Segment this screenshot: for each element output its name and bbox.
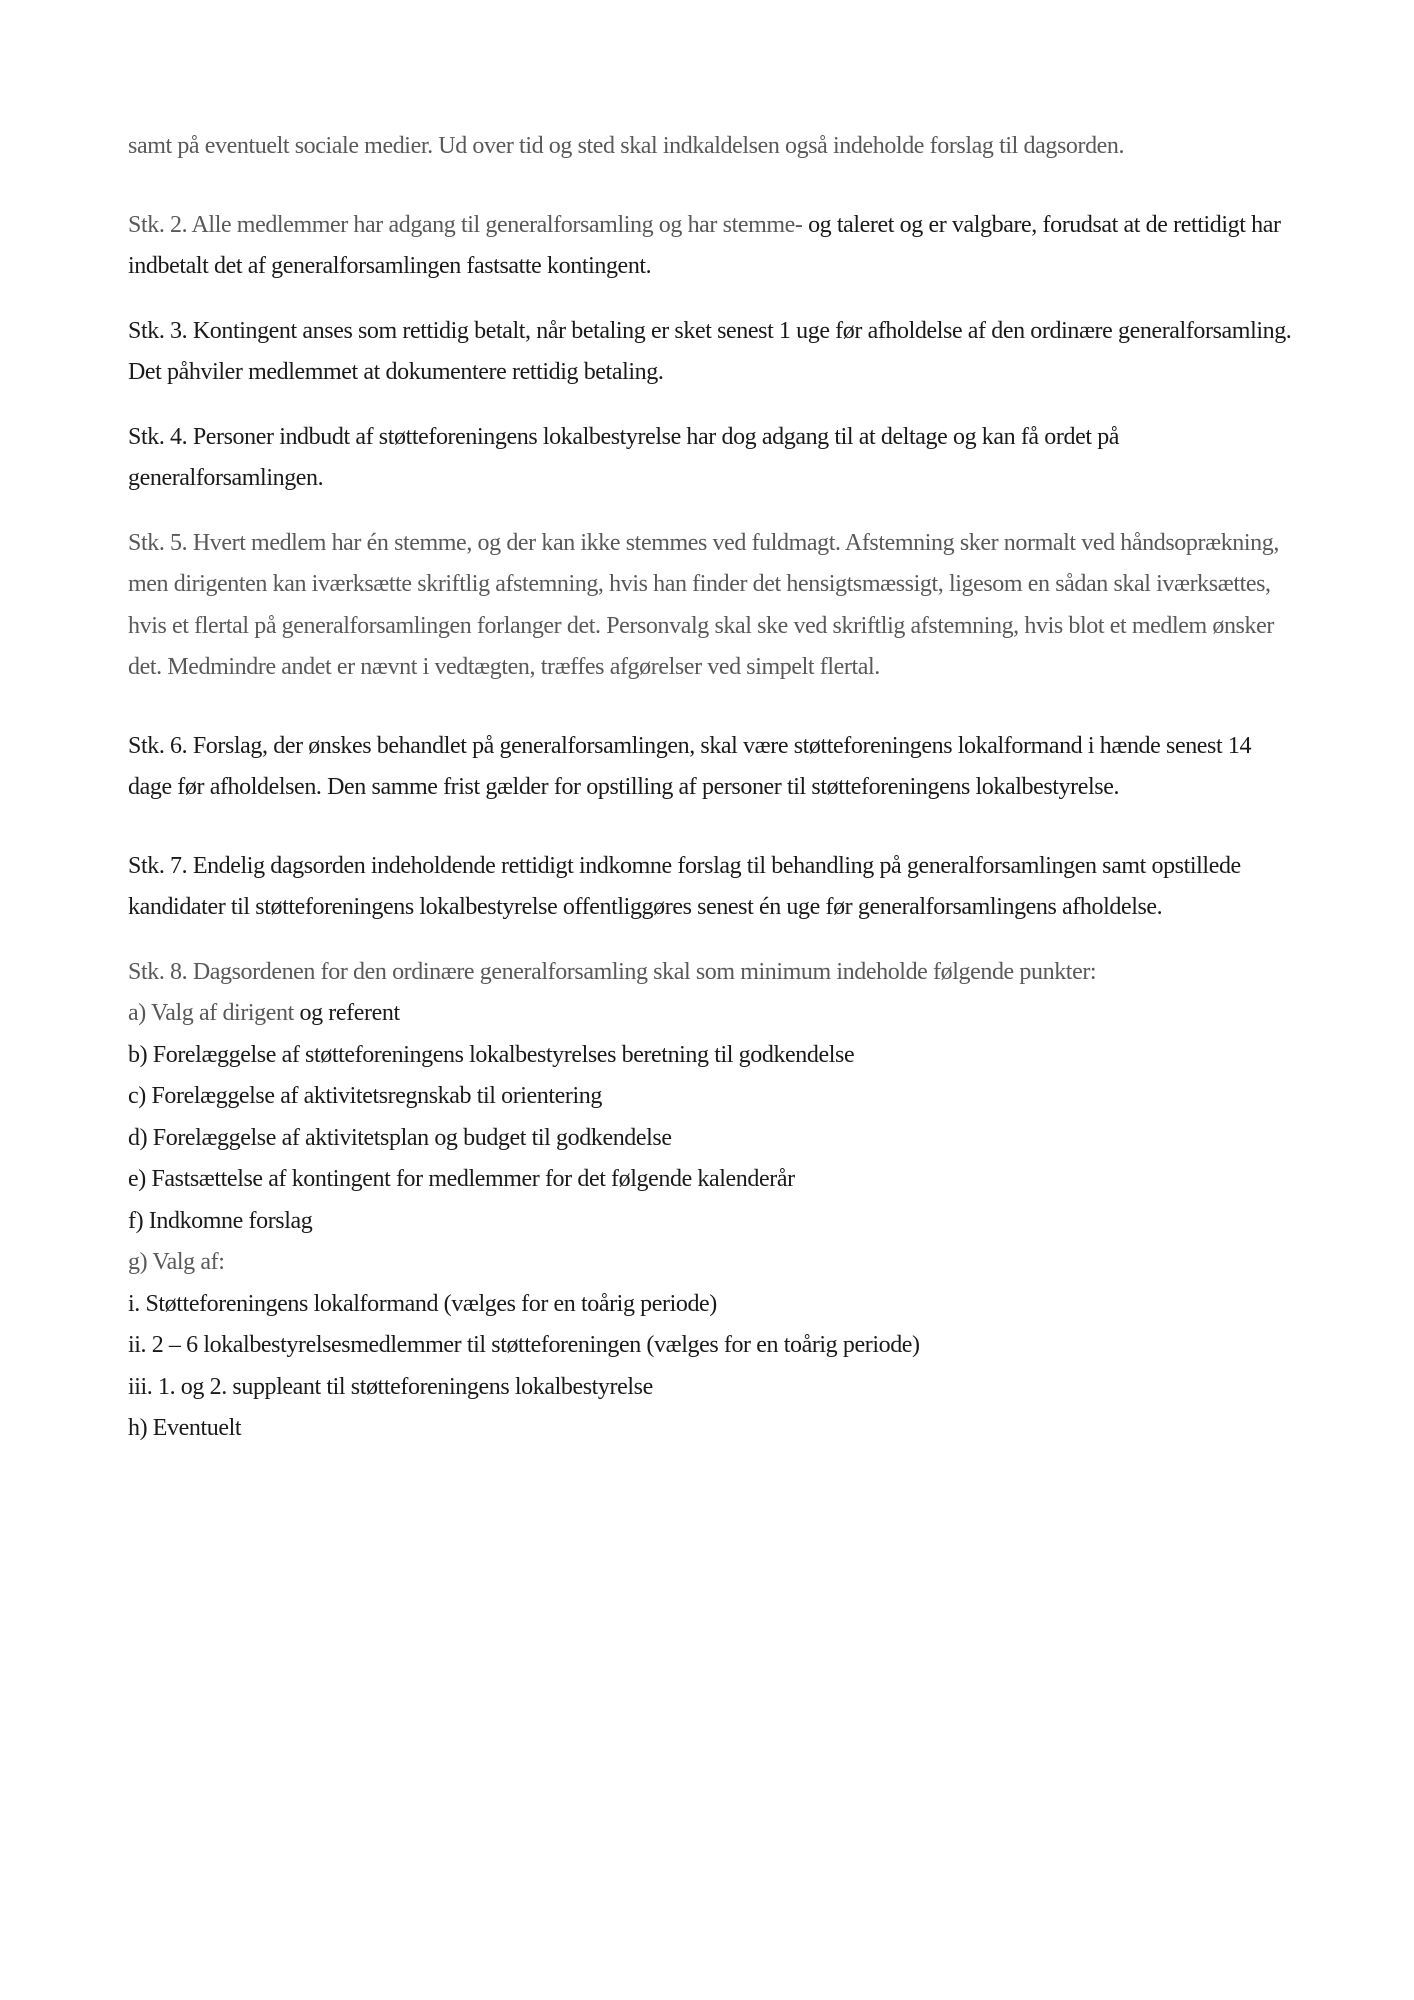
agenda-sub-item-iii	[128, 1367, 1293, 1409]
stk-4-paragraph	[128, 417, 1293, 500]
stk-6-paragraph	[128, 726, 1293, 809]
text-span: c) Forelæggelse af aktivitetsregnskab til orientering	[128, 1083, 602, 1109]
text-span: d) Forelæggelse af aktivitetsplan og budget til godkendelse	[128, 1124, 672, 1151]
agenda-item-b	[128, 1035, 1293, 1077]
agenda-item-e	[128, 1159, 1293, 1201]
stk-2-paragraph	[128, 205, 1293, 288]
agenda-item-g	[128, 1242, 1293, 1284]
text-span: og taleret og er valgbare, forudsat at de rettidigt har indbetalt det af generalforsamlingen fastsatte kontingent.	[128, 211, 1281, 279]
text-span: a) Valg af dirigent	[128, 1000, 294, 1026]
agenda-sub-item-i	[128, 1284, 1293, 1326]
text-span: Stk. 3. Kontingent anses som rettidig betalt, når betaling er sket senest 1 uge før afholdelse af den ordinære generalforsamling. Det påhviler medlemmet at dokumentere rettidig betaling.	[128, 317, 1292, 385]
text-span: samt på eventuelt sociale medier. Ud over tid og sted skal indkaldelsen også indeholde forslag til dagsorden.	[128, 133, 1125, 159]
text-span: i. Støtteforeningens lokalformand (vælges for en toårig periode)	[128, 1290, 717, 1317]
stk-8-heading-paragraph	[128, 952, 1293, 994]
agenda-item-a	[128, 993, 1293, 1035]
text-span: b) Forelæggelse af støtteforeningens lokalbestyrelses beretning til godkendelse	[128, 1041, 855, 1068]
agenda-item-h	[128, 1408, 1293, 1450]
agenda-sub-item-ii	[128, 1325, 1293, 1367]
text-span: Stk. 6. Forslag, der ønskes behandlet på generalforsamlingen, skal være støtteforeningens lokalformand i hænde senest 14 dage før afholdelsen. Den samme frist gælder for opstilling af personer til støtteforeningens lokalbestyrelse.	[128, 732, 1252, 800]
text-span: og referent	[293, 1000, 400, 1026]
document-body	[128, 126, 1293, 1450]
stk-7-paragraph	[128, 846, 1293, 929]
agenda-item-c	[128, 1076, 1293, 1118]
text-span: g) Valg af:	[128, 1249, 225, 1275]
text-span: f) Indkomne forslag	[128, 1207, 313, 1234]
text-span: ii. 2 – 6 lokalbestyrelsesmedlemmer til støtteforeningen (vælges for en toårig periode)	[128, 1332, 920, 1358]
intro-continuation-paragraph	[128, 126, 1293, 168]
text-span: Stk. 4. Personer indbudt af støtteforeningens lokalbestyrelse har dog adgang til at deltage og kan få ordet på generalforsamlingen.	[128, 423, 1120, 491]
text-span: Stk. 8. Dagsordenen for den ordinære generalforsamling skal som minimum indeholde følgende punkter:	[128, 958, 1097, 985]
text-span: Stk. 7. Endelig dagsorden indeholdende rettidigt indkomne forslag til behandling på generalforsamlingen samt opstillede kandidater til støtteforeningens lokalbestyrelse offentliggøres senest én uge før generalforsamlingens afholdelse.	[128, 852, 1241, 920]
text-span: e) Fastsættelse af kontingent for medlemmer for det følgende kalenderår	[128, 1166, 795, 1192]
text-span: h) Eventuelt	[128, 1415, 242, 1441]
agenda-item-f	[128, 1201, 1293, 1243]
text-span: Stk. 2. Alle medlemmer har adgang til generalforsamling og har stemme-	[128, 211, 803, 238]
stk-5-paragraph	[128, 523, 1293, 689]
text-span: Stk. 5. Hvert medlem har én stemme, og der kan ikke stemmes ved fuldmagt. Afstemning sker normalt ved håndsoprækning, men dirigenten kan iværksætte skriftlig afstemning, hvis han finder det hensigtsmæssigt, ligesom en sådan skal iværksættes, hvis et flertal på generalforsamlingen forlanger det. Personvalg skal ske ved skriftlig afstemning, hvis blot et medlem ønsker det. Medmindre andet er nævnt i vedtægten, træffes afgørelser ved simpelt flertal.	[128, 529, 1279, 680]
text-span: iii. 1. og 2. suppleant til støtteforeningens lokalbestyrelse	[128, 1373, 653, 1400]
stk-3-paragraph	[128, 311, 1293, 394]
agenda-item-d	[128, 1118, 1293, 1160]
